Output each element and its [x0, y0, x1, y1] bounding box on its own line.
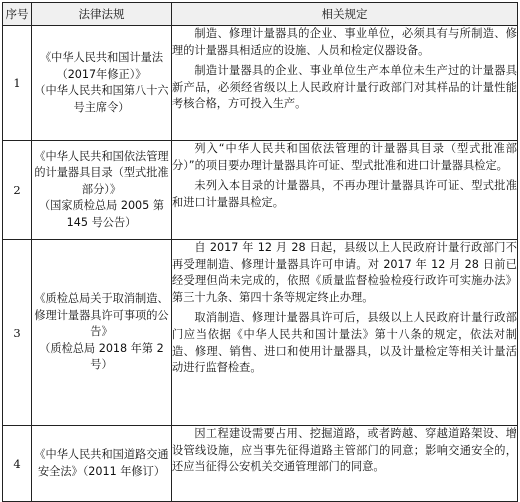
law-name: 《中华人民共和国依法管理的计量器具目录（型式批准部分）》: [34, 149, 169, 196]
provision-paragraph: 列入“中华人民共和国依法管理的计量器具目录（型式批准部分）”的项目要办理计量器具许可证、型式批准和进口计量器具检定。: [172, 142, 517, 172]
table-row: [3, 240, 518, 426]
header-law: 法律法规: [32, 3, 172, 26]
row-number: 3: [3, 240, 32, 426]
header-provisions: 相关规定: [172, 3, 518, 26]
provision-paragraph: 制造、修理计量器具的企业、事业单位，必须具有与所制造、修理的计量器具相适应的设施、人员和检定仪器设备。: [172, 27, 517, 57]
provision-paragraph: 制造计量器具的企业、事业单位生产本单位未生产过的计量器具新产品，必须经省级以上人民政府计量行政部门对其样品的计量性能考核合格，方可投入生产。: [172, 64, 517, 111]
law-cell: [32, 26, 172, 141]
provision-paragraph: 未列入本目录的计量器具，不再办理计量器具许可证、型式批准和进口计量器具检定。: [172, 179, 517, 209]
provisions-cell: [172, 141, 518, 240]
provision-paragraph: 自 2017 年 12 月 28 日起，县级以上人民政府计量行政部门不再受理制造、修理计量器具许可申请。对 2017 年 12 月 28 日前已经受理但尚未完成的，依照《质量监督检验检疫行政许可实施办法》第三十九条、第四十条等规定终止办理。: [172, 241, 517, 304]
law-source: （质检总局 2018 年第 2 号）: [39, 341, 164, 372]
table-row: [3, 141, 518, 240]
law-cell: [32, 141, 172, 240]
row-number: 2: [3, 141, 32, 240]
provisions-cell: [172, 240, 518, 426]
table-row: [3, 426, 518, 502]
provision-paragraph: 取消制造、修理计量器具许可后，县级以上人民政府计量行政部门应当依据《中华人民共和国计量法》第十八条的规定，依法对制造、修理、销售、进口和使用计量器具，以及计量检定等相关计量活动进行监督检查。: [172, 311, 517, 375]
law-source: （中华人民共和国第八十六号主席令）: [34, 84, 169, 114]
header-serial-number: 序号: [3, 3, 32, 26]
provisions-cell: [172, 426, 518, 502]
law-cell: [32, 426, 172, 502]
provisions-cell: [172, 26, 518, 141]
law-cell: [32, 240, 172, 426]
law-source: （国家质检总局 2005 第 145 号公告）: [38, 199, 165, 229]
row-number: 4: [3, 426, 32, 502]
regulations-table: [2, 2, 518, 502]
law-name: 《质检总局关于取消制造、修理计量器具许可事项的公告》: [34, 292, 169, 339]
table-row: [3, 26, 518, 141]
provision-paragraph: 因工程建设需要占用、挖掘道路，或者跨越、穿越道路架设、增设管线设施，应当事先征得道路主管部门的同意；影响交通安全的，还应当征得公安机关交通管理部门的同意。: [172, 427, 517, 474]
row-number: 1: [3, 26, 32, 141]
table-header-row: [3, 3, 518, 26]
law-name: 《中华人民共和国道路交通安全法》（2011 年修订）: [34, 448, 169, 478]
law-name: 《中华人民共和国计量法（2017年修正）》: [39, 51, 164, 81]
